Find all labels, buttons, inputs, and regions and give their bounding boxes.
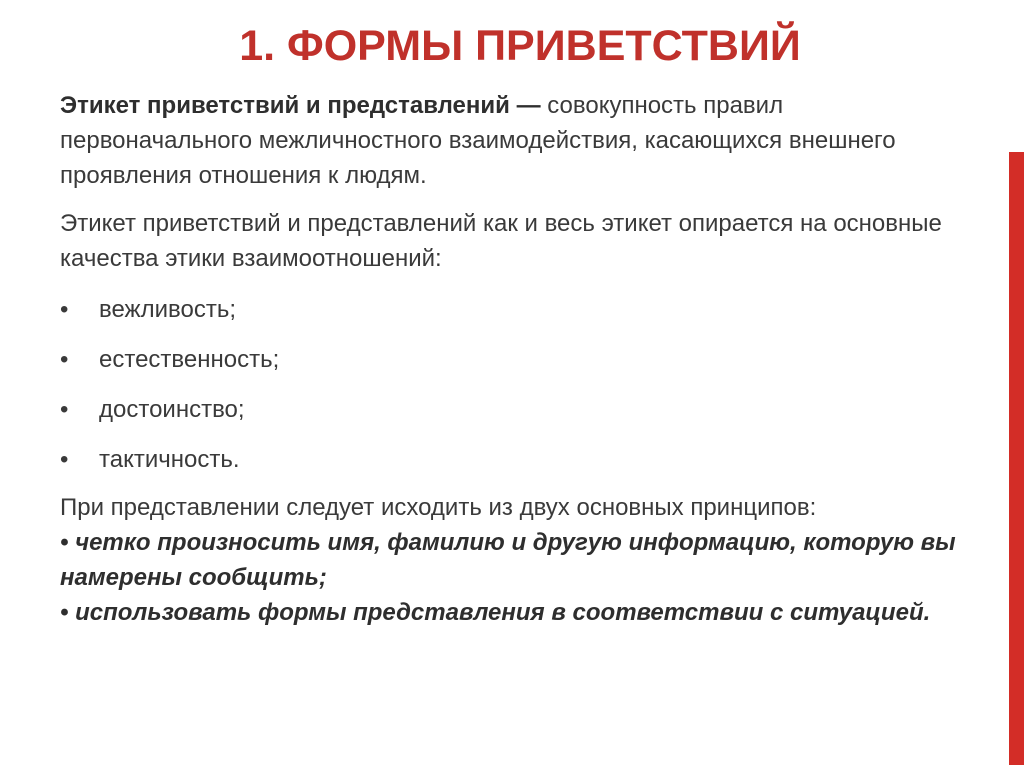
bullet-icon: •	[60, 346, 69, 373]
definition-term: Этикет приветствий и представлений —	[60, 92, 541, 119]
principles-block	[60, 490, 980, 630]
principle-item: • четко произносить имя, фамилию и другую информацию, которую вы намерены сообщить;	[60, 529, 956, 591]
quality-naturalness: естественность;	[99, 346, 280, 373]
quality-politeness: вежливость;	[99, 296, 237, 323]
bullet-icon: •	[60, 446, 69, 473]
quality-dignity: достоинство;	[99, 396, 245, 423]
bullet-icon: •	[60, 296, 69, 323]
principle-item: • использовать формы представления в соответствии с ситуацией.	[60, 599, 931, 626]
quality-tact: тактичность.	[99, 446, 240, 473]
definition-paragraph	[60, 88, 980, 193]
definition-text: совокупность правил первоначального межличностного взаимодействия, касающихся внешнего проявления отношения к людям.	[60, 92, 896, 189]
accent-bar	[1009, 152, 1024, 765]
bullet-icon: •	[60, 396, 69, 423]
intro-paragraph: Этикет приветствий и представлений как и весь этикет опирается на основные качества этики взаимоотношений:	[60, 210, 942, 272]
principles-intro: При представлении следует исходить из двух основных принципов:	[60, 494, 817, 521]
slide-title: 1. ФОРМЫ ПРИВЕТСТВИЙ	[239, 22, 801, 70]
